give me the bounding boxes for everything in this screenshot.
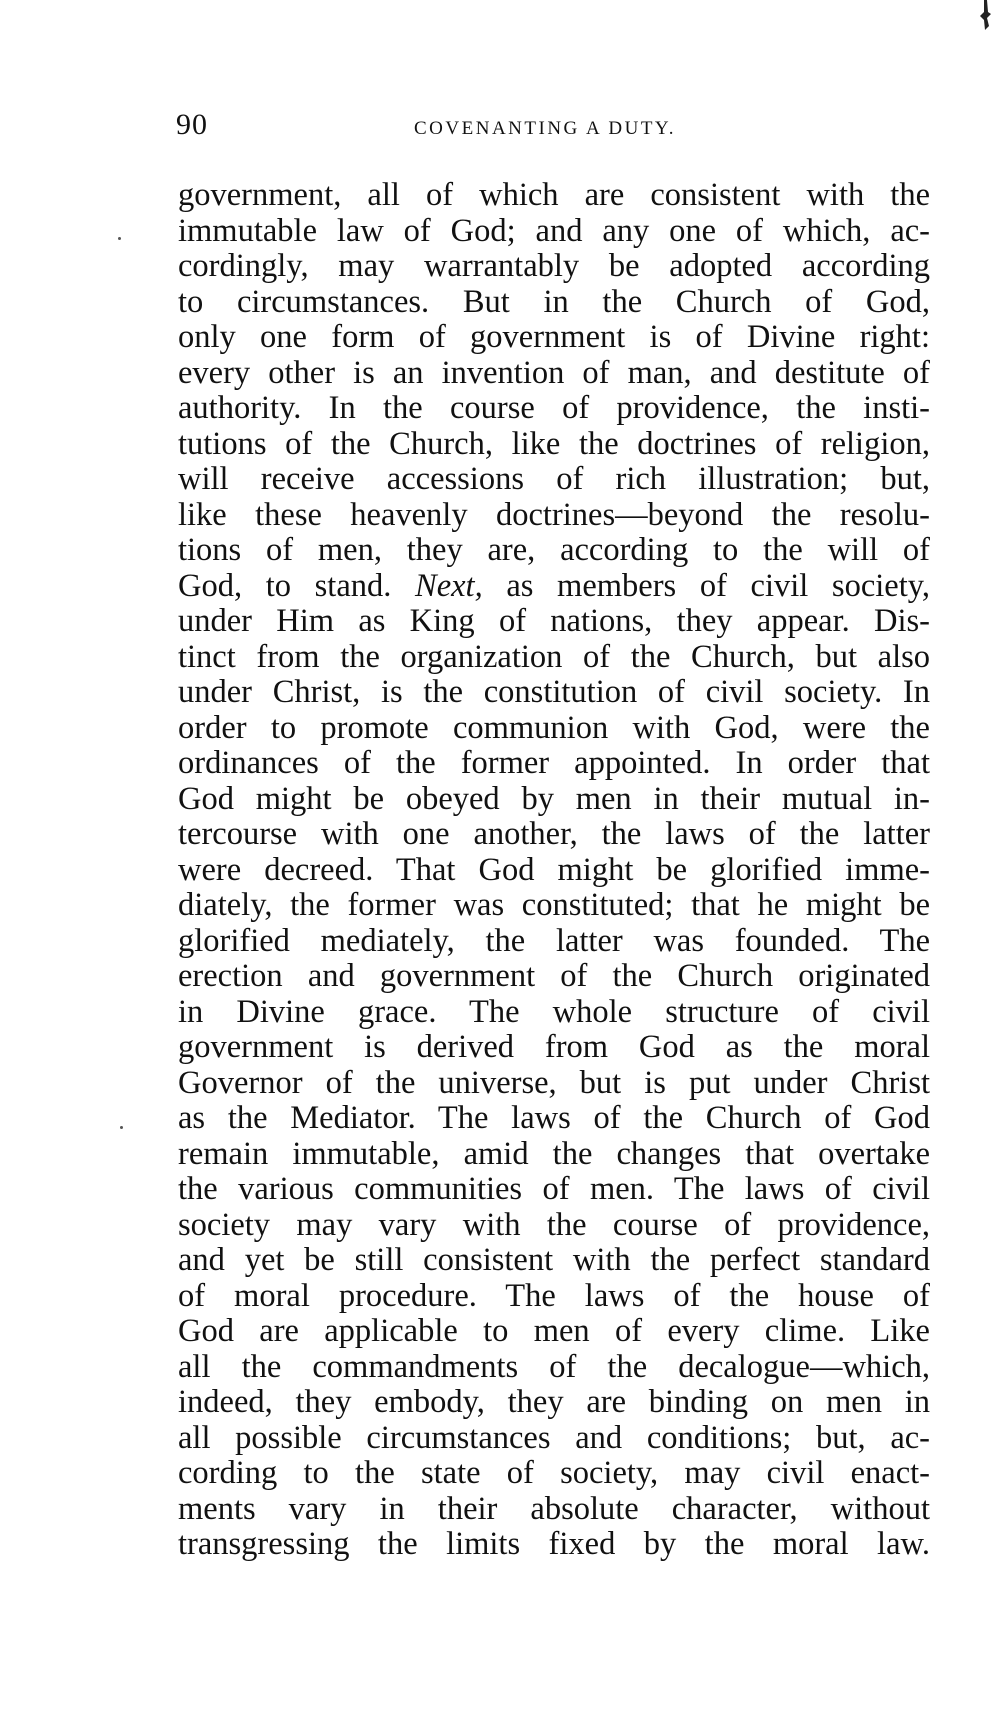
text-line: tercourse with one another, the laws of the latter [178,816,930,852]
text-line: the various communities of men. The laws of civil [178,1171,930,1207]
text-line: authority. In the course of providence, the insti- [178,390,930,426]
text-line: as the Mediator. The laws of the Church of God [178,1100,930,1136]
page-header [176,108,936,144]
text-line: remain immutable, amid the changes that overtake [178,1135,930,1172]
text-line: tutions of the Church, like the doctrines of religion, [178,425,930,462]
text-line: ments vary in their absolute character, without [178,1490,930,1527]
margin-speck [120,1126,123,1129]
text-line: all possible circumstances and conditions; but, ac- [178,1419,930,1456]
text-line: and yet be still consistent with the perfect standard [178,1242,930,1278]
margin-speck [118,237,121,240]
text-line: transgressing the limits fixed by the moral law. [178,1526,930,1562]
text-line: indeed, they embody, they are binding on men in [178,1384,930,1420]
text-line: order to promote communion with God, were the [178,709,930,746]
text-line: God are applicable to men of every clime. Like [178,1313,930,1349]
text-line: in Divine grace. The whole structure of civil [178,993,930,1030]
ink-mark-icon [978,0,992,30]
text-line: tions of men, they are, according to the will of [178,532,930,568]
text-line: like these heavenly doctrines—beyond the resolu- [178,496,930,533]
text-line: society may vary with the course of providence, [178,1206,930,1243]
text-line: tinct from the organization of the Church, but also [178,638,930,675]
text-line: only one form of government is of Divine right: [178,319,930,355]
text-line: Governor of the universe, but is put under Christ [178,1064,930,1101]
body-text [178,178,930,1563]
text-line: ordinances of the former appointed. In order that [178,745,930,781]
text-line: diately, the former was constituted; that he might be [178,887,930,923]
text-line: erection and government of the Church originated [178,958,930,994]
text-line: government, all of which are consistent with the [178,177,930,213]
page-number: 90 [176,108,208,141]
text-line: God might be obeyed by men in their mutual in- [178,780,930,817]
text-line: under Christ, is the constitution of civil society. In [178,674,930,710]
italic-word: Next, [415,567,483,604]
text-line: of moral procedure. The laws of the house of [178,1277,930,1314]
text-line-with-italic [178,569,930,605]
text-line: to circumstances. But in the Church of God, [178,283,930,320]
text-segment: God, to stand. [178,567,392,604]
text-line: cordingly, may warrantably be adopted according [178,248,930,284]
running-head: COVENANTING A DUTY. [414,118,676,139]
text-line: every other is an invention of man, and destitute of [178,354,930,391]
text-line: under Him as King of nations, they appear. Dis- [178,603,930,639]
text-line: cording to the state of society, may civil enact- [178,1455,930,1491]
text-line: will receive accessions of rich illustration; but, [178,461,930,497]
text-line: were decreed. That God might be glorified imme- [178,851,930,888]
text-line: all the commandments of the decalogue—which, [178,1348,930,1385]
text-line: immutable law of God; and any one of which, ac- [178,212,930,249]
text-segment: as members of civil society, [506,567,930,604]
text-line: government is derived from God as the moral [178,1029,930,1065]
text-line: glorified mediately, the latter was founded. The [178,922,930,959]
